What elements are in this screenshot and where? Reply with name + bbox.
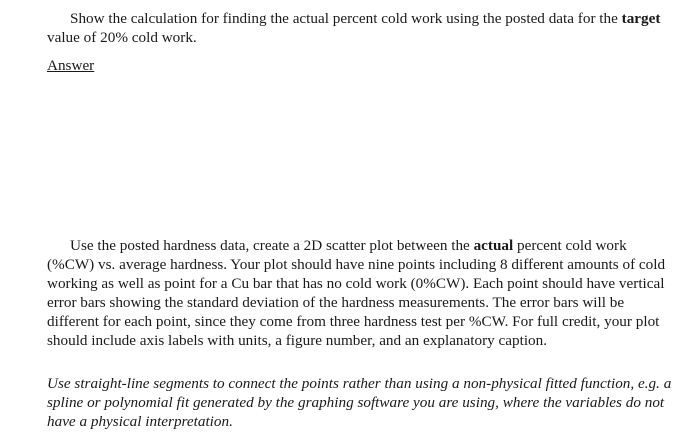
question-1-text-b: value of 20% cold work. [47,29,197,46]
question-1 [47,9,673,47]
question-1-text-a: Show the calculation for finding the actual percent cold work using the posted data for the [70,10,622,27]
question-2-bold-actual: actual [473,237,514,254]
question-1-bold-target: target [621,10,661,27]
question-2 [47,236,673,350]
question-2-text-a: Use the posted hardness data, create a 2D scatter plot between the [70,237,474,254]
answer-label: Answer [47,57,95,74]
question-2-text-b: percent cold work (%CW) vs. average hardness. Your plot should have nine points including 8 different amounts of cold working as well as point for a Cu bar that has no cold work (0%CW). Each point should have vertical error bars showing the standard deviation of the hardness measurements. The error bars will be different for each point, since they come from three hardness test per %CW. For full credit, your plot should include axis labels with units, a figure number, and an explanatory caption. [47,237,666,349]
instruction-note: Use straight-line segments to connect the points rather than using a non-physical fitted function, e.g. a spline or polynomial fit generated by the graphing software you are using, where the variables do not have a physical interpretation. [47,375,672,430]
